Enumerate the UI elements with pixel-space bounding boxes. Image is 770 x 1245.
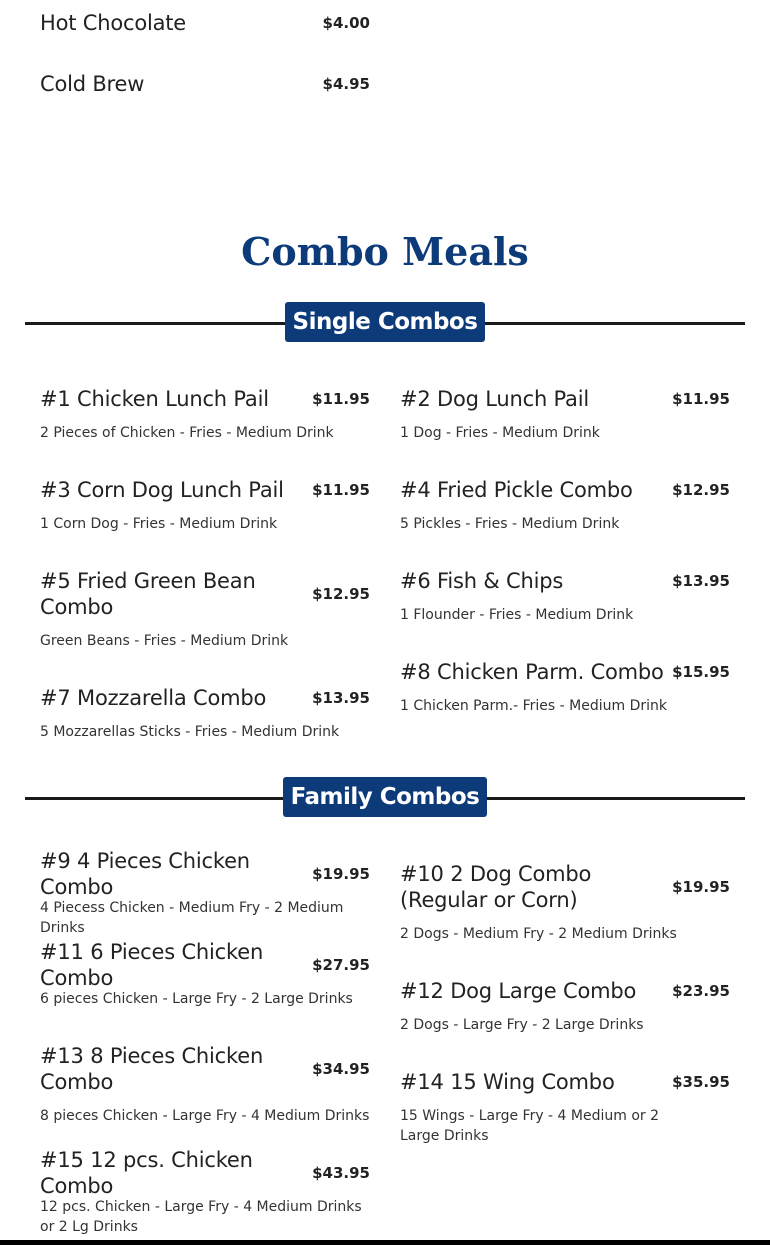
menu-item (40, 385, 370, 413)
menu-item (400, 385, 730, 413)
item-price: $13.95 (672, 572, 730, 590)
menu-item (40, 476, 370, 504)
item-name: #12 Dog Large Combo (400, 979, 637, 1003)
item-name: #8 Chicken Parm. Combo (400, 660, 664, 684)
item-description: 2 Dogs - Medium Fry - 2 Medium Drinks (400, 926, 677, 942)
menu-item (400, 861, 730, 913)
menu-item (400, 567, 730, 595)
item-name: Cold Brew (40, 72, 145, 96)
menu-item (40, 1148, 370, 1198)
item-price: $23.95 (672, 982, 730, 1000)
item-description: 5 Pickles - Fries - Medium Drink (400, 516, 620, 532)
menu-item (40, 9, 370, 37)
item-name: #15 12 pcs. Chicken Combo (40, 1148, 253, 1198)
menu-item (40, 940, 370, 990)
menu-item (400, 658, 730, 686)
menu-item (400, 476, 730, 504)
item-price: $43.95 (312, 1164, 370, 1182)
item-price: $15.95 (672, 663, 730, 681)
item-price: $4.95 (322, 75, 370, 93)
item-description: 6 pieces Chicken - Large Fry - 2 Large Drinks (40, 991, 353, 1007)
item-name: #14 15 Wing Combo (400, 1070, 615, 1094)
item-description: 12 pcs. Chicken - Large Fry - 4 Medium Drinks or 2 Lg Drinks (40, 1199, 362, 1235)
bottom-edge-bar (0, 1240, 770, 1245)
category-heading: Single Combos (285, 302, 485, 342)
item-price: $19.95 (672, 878, 730, 896)
item-price: $11.95 (312, 390, 370, 408)
item-price: $13.95 (312, 689, 370, 707)
item-price: $35.95 (672, 1073, 730, 1091)
category-heading: Family Combos (283, 777, 487, 817)
item-name: #4 Fried Pickle Combo (400, 478, 633, 502)
item-name: #10 2 Dog Combo (Regular or Corn) (400, 862, 592, 912)
item-description: Green Beans - Fries - Medium Drink (40, 633, 289, 649)
item-name: #5 Fried Green Bean Combo (40, 569, 256, 619)
menu-item (40, 568, 370, 620)
item-price: $4.00 (322, 14, 370, 32)
item-price: $12.95 (672, 481, 730, 499)
menu-item (40, 1043, 370, 1095)
item-description: 1 Chicken Parm.- Fries - Medium Drink (400, 698, 668, 714)
item-name: #3 Corn Dog Lunch Pail (40, 478, 284, 502)
item-description: 15 Wings - Large Fry - 4 Medium or 2 Large Drinks (400, 1108, 660, 1144)
item-price: $11.95 (672, 390, 730, 408)
item-name: #9 4 Pieces Chicken Combo (40, 849, 250, 899)
item-description: 4 Piecess Chicken - Medium Fry - 2 Medium Drinks (40, 900, 344, 936)
item-name: #1 Chicken Lunch Pail (40, 387, 269, 411)
item-description: 2 Pieces of Chicken - Fries - Medium Drink (40, 425, 334, 441)
item-description: 2 Dogs - Large Fry - 2 Large Drinks (400, 1017, 644, 1033)
menu-item (400, 1068, 730, 1096)
item-name: #7 Mozzarella Combo (40, 686, 267, 710)
section-title: Combo Meals (241, 229, 529, 274)
item-price: $27.95 (312, 956, 370, 974)
menu-item (40, 684, 370, 712)
item-description: 5 Mozzarellas Sticks - Fries - Medium Drink (40, 724, 340, 740)
item-description: 8 pieces Chicken - Large Fry - 4 Medium Drinks (40, 1108, 370, 1124)
menu-item (40, 70, 370, 98)
item-name: #2 Dog Lunch Pail (400, 387, 589, 411)
item-price: $11.95 (312, 481, 370, 499)
item-name: #13 8 Pieces Chicken Combo (40, 1044, 264, 1094)
item-description: 1 Flounder - Fries - Medium Drink (400, 607, 634, 623)
item-price: $34.95 (312, 1060, 370, 1078)
item-price: $19.95 (312, 865, 370, 883)
item-description: 1 Corn Dog - Fries - Medium Drink (40, 516, 278, 532)
item-name: #11 6 Pieces Chicken Combo (40, 940, 264, 990)
menu-item (400, 977, 730, 1005)
item-name: #6 Fish & Chips (400, 569, 564, 593)
item-name: Hot Chocolate (40, 11, 187, 35)
item-price: $12.95 (312, 585, 370, 603)
item-description: 1 Dog - Fries - Medium Drink (400, 425, 600, 441)
menu-item (40, 849, 370, 899)
